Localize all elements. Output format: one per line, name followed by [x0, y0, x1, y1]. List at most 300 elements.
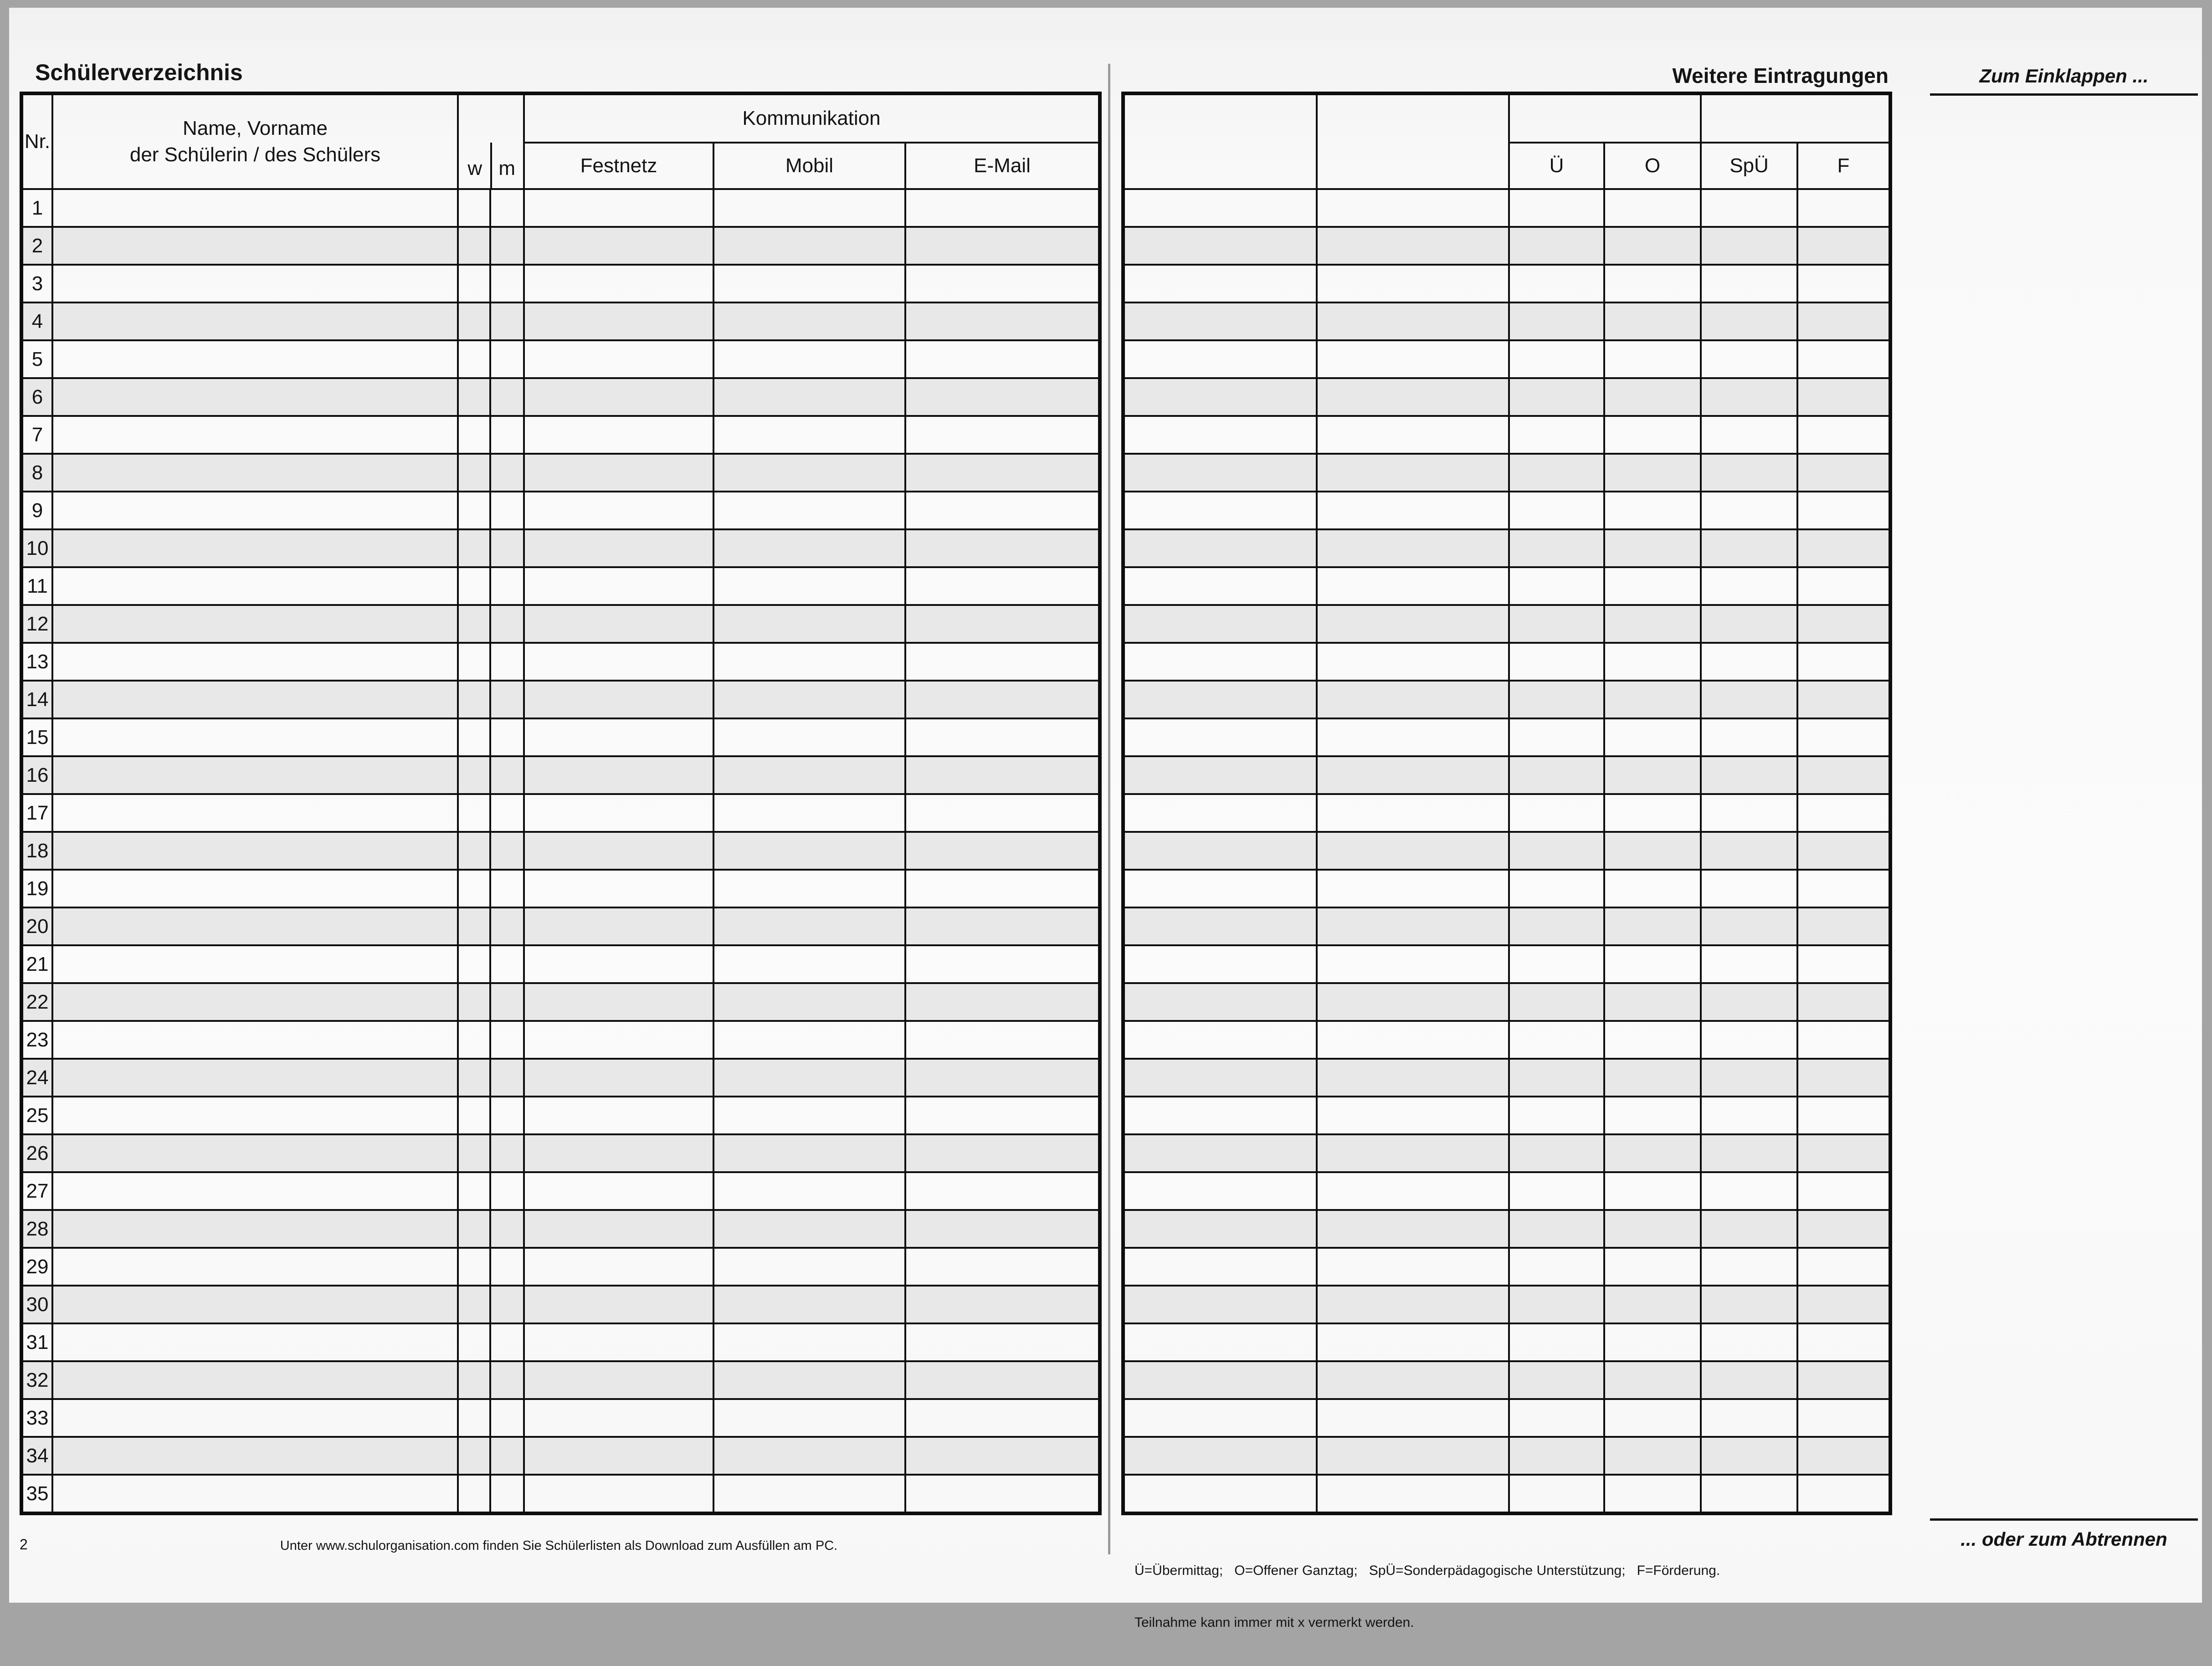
email-cell — [905, 832, 1100, 870]
w-cell — [458, 1248, 490, 1286]
name-cell — [52, 302, 458, 340]
o-cell — [1604, 1021, 1701, 1059]
mobil-cell — [713, 983, 905, 1021]
email-cell — [905, 1248, 1100, 1286]
o-cell — [1604, 1248, 1701, 1286]
w-cell — [458, 567, 490, 605]
table-row — [21, 1172, 1100, 1210]
spu-cell — [1701, 416, 1797, 454]
w-cell — [458, 1021, 490, 1059]
o-cell — [1604, 567, 1701, 605]
name-cell — [52, 718, 458, 756]
table-row — [21, 1210, 1100, 1248]
table-row — [1123, 907, 1890, 945]
table-row — [1123, 870, 1890, 907]
w-cell — [458, 189, 490, 227]
table-row — [21, 1399, 1100, 1437]
mobil-cell — [713, 1172, 905, 1210]
mobil-cell — [713, 1059, 905, 1097]
table-row — [1123, 1172, 1890, 1210]
festnetz-cell — [524, 907, 713, 945]
gender-column-divider — [490, 143, 492, 188]
row-number-cell: 30 — [21, 1286, 52, 1323]
email-column-header: E-Mail — [905, 143, 1100, 189]
u-cell — [1509, 756, 1604, 794]
row-number-cell: 27 — [21, 1172, 52, 1210]
f-cell — [1797, 378, 1890, 416]
entry-cell-2 — [1317, 1172, 1509, 1210]
row-number-cell: 3 — [21, 265, 52, 302]
fold-top-line — [1930, 93, 2198, 96]
w-cell — [458, 492, 490, 529]
table-row — [1123, 605, 1890, 643]
entry-cell-2 — [1317, 681, 1509, 718]
name-cell — [52, 681, 458, 718]
w-cell — [458, 643, 490, 681]
spu-cell — [1701, 378, 1797, 416]
o-cell — [1604, 1059, 1701, 1097]
email-cell — [905, 794, 1100, 832]
table-row — [1123, 681, 1890, 718]
name-cell — [52, 1286, 458, 1323]
row-number-cell: 32 — [21, 1361, 52, 1399]
entry-cell-2 — [1317, 1399, 1509, 1437]
m-cell — [490, 681, 524, 718]
festnetz-cell — [524, 1248, 713, 1286]
o-cell — [1604, 1172, 1701, 1210]
email-cell — [905, 378, 1100, 416]
entry-cell-2 — [1317, 643, 1509, 681]
table-row — [21, 454, 1100, 492]
festnetz-cell — [524, 1286, 713, 1323]
w-cell — [458, 605, 490, 643]
email-cell — [905, 945, 1100, 983]
table-row — [21, 643, 1100, 681]
email-cell — [905, 1059, 1100, 1097]
u-cell — [1509, 1210, 1604, 1248]
email-cell — [905, 265, 1100, 302]
entry-cell-1 — [1123, 1399, 1317, 1437]
row-number-cell: 6 — [21, 378, 52, 416]
table-row — [1123, 302, 1890, 340]
m-cell — [490, 1475, 524, 1513]
o-cell — [1604, 907, 1701, 945]
spu-cell — [1701, 567, 1797, 605]
u-cell — [1509, 983, 1604, 1021]
entry-cell-1 — [1123, 643, 1317, 681]
spu-cell — [1701, 189, 1797, 227]
o-cell — [1604, 832, 1701, 870]
entry-cell-1 — [1123, 567, 1317, 605]
w-cell — [458, 870, 490, 907]
row-number-cell: 9 — [21, 492, 52, 529]
legend-text — [1134, 1528, 1720, 1666]
table-row — [1123, 189, 1890, 227]
table-row — [1123, 1399, 1890, 1437]
spu-cell — [1701, 1475, 1797, 1513]
u-cell — [1509, 681, 1604, 718]
table-row — [21, 681, 1100, 718]
spu-cell — [1701, 340, 1797, 378]
name-cell — [52, 1361, 458, 1399]
o-cell — [1604, 643, 1701, 681]
o-cell — [1604, 870, 1701, 907]
entry-cell-1 — [1123, 983, 1317, 1021]
mobil-cell — [713, 1475, 905, 1513]
f-cell — [1797, 1248, 1890, 1286]
table-row — [1123, 643, 1890, 681]
m-cell — [490, 302, 524, 340]
name-cell — [52, 1021, 458, 1059]
table-row — [21, 1323, 1100, 1361]
table-row — [1123, 1021, 1890, 1059]
spu-cell — [1701, 1210, 1797, 1248]
o-cell — [1604, 1134, 1701, 1172]
kommunikation-group-header: Kommunikation — [524, 93, 1100, 143]
entry-cell-1 — [1123, 945, 1317, 983]
name-cell — [52, 1475, 458, 1513]
o-cell — [1604, 1437, 1701, 1475]
name-cell — [52, 492, 458, 529]
row-number-cell: 1 — [21, 189, 52, 227]
email-cell — [905, 643, 1100, 681]
u-cell — [1509, 643, 1604, 681]
festnetz-column-header: Festnetz — [524, 143, 713, 189]
f-cell — [1797, 1097, 1890, 1134]
spu-cell — [1701, 302, 1797, 340]
festnetz-cell — [524, 718, 713, 756]
festnetz-cell — [524, 1172, 713, 1210]
table-row — [1123, 454, 1890, 492]
w-cell — [458, 1210, 490, 1248]
festnetz-cell — [524, 1399, 713, 1437]
f-cell — [1797, 1437, 1890, 1475]
f-cell — [1797, 605, 1890, 643]
u-cell — [1509, 416, 1604, 454]
festnetz-cell — [524, 378, 713, 416]
m-cell — [490, 756, 524, 794]
mobil-cell — [713, 492, 905, 529]
row-number-cell: 23 — [21, 1021, 52, 1059]
festnetz-cell — [524, 832, 713, 870]
entry-column-2-header — [1317, 93, 1509, 189]
entry-column-1-header — [1123, 93, 1317, 189]
entry-cell-1 — [1123, 529, 1317, 567]
entry-cell-1 — [1123, 1475, 1317, 1513]
row-number-cell: 20 — [21, 907, 52, 945]
w-cell — [458, 1323, 490, 1361]
page-title: Schülerverzeichnis — [35, 60, 243, 85]
name-cell — [52, 1097, 458, 1134]
name-cell — [52, 1399, 458, 1437]
spu-cell — [1701, 227, 1797, 265]
festnetz-cell — [524, 1021, 713, 1059]
spu-cell — [1701, 1286, 1797, 1323]
spu-cell — [1701, 1134, 1797, 1172]
w-cell — [458, 1399, 490, 1437]
w-cell — [458, 681, 490, 718]
festnetz-cell — [524, 1134, 713, 1172]
m-cell — [490, 983, 524, 1021]
m-cell — [490, 605, 524, 643]
w-cell — [458, 1286, 490, 1323]
row-number-cell: 22 — [21, 983, 52, 1021]
entry-cell-1 — [1123, 605, 1317, 643]
entry-cell-1 — [1123, 265, 1317, 302]
name-header-line2: der Schülerin / des Schülers — [129, 144, 381, 166]
u-cell — [1509, 189, 1604, 227]
email-cell — [905, 605, 1100, 643]
entry-cell-2 — [1317, 302, 1509, 340]
name-cell — [52, 605, 458, 643]
footer-note: Unter www.schulorganisation.com finden Sie Schülerlisten als Download zum Ausfüllen am PC. — [280, 1538, 838, 1553]
u-cell — [1509, 870, 1604, 907]
entry-cell-2 — [1317, 416, 1509, 454]
f-cell — [1797, 340, 1890, 378]
festnetz-cell — [524, 529, 713, 567]
m-cell — [490, 340, 524, 378]
table-row — [1123, 1437, 1890, 1475]
w-cell — [458, 756, 490, 794]
f-cell — [1797, 1134, 1890, 1172]
uo-group-header — [1509, 93, 1701, 143]
entry-cell-2 — [1317, 1059, 1509, 1097]
mobil-cell — [713, 302, 905, 340]
email-cell — [905, 756, 1100, 794]
o-cell — [1604, 1286, 1701, 1323]
spu-cell — [1701, 718, 1797, 756]
m-cell — [490, 1437, 524, 1475]
festnetz-cell — [524, 1323, 713, 1361]
table-row — [21, 907, 1100, 945]
mobil-cell — [713, 643, 905, 681]
entry-cell-2 — [1317, 1021, 1509, 1059]
o-cell — [1604, 189, 1701, 227]
f-cell — [1797, 529, 1890, 567]
email-cell — [905, 1399, 1100, 1437]
email-cell — [905, 1475, 1100, 1513]
name-cell — [52, 756, 458, 794]
mobil-cell — [713, 340, 905, 378]
festnetz-cell — [524, 643, 713, 681]
o-cell — [1604, 265, 1701, 302]
f-cell — [1797, 1399, 1890, 1437]
email-cell — [905, 1323, 1100, 1361]
u-cell — [1509, 1361, 1604, 1399]
row-number-cell: 2 — [21, 227, 52, 265]
o-cell — [1604, 1210, 1701, 1248]
f-cell — [1797, 302, 1890, 340]
f-cell — [1797, 983, 1890, 1021]
u-cell — [1509, 1286, 1604, 1323]
fold-top-label: Zum Einklappen ... — [1979, 65, 2149, 87]
male-column-header: m — [498, 157, 516, 179]
festnetz-cell — [524, 1475, 713, 1513]
o-cell — [1604, 1399, 1701, 1437]
spu-cell — [1701, 1437, 1797, 1475]
u-cell — [1509, 1134, 1604, 1172]
row-number-cell: 5 — [21, 340, 52, 378]
entry-cell-2 — [1317, 189, 1509, 227]
table-row — [1123, 1475, 1890, 1513]
spu-cell — [1701, 1097, 1797, 1134]
row-number-cell: 33 — [21, 1399, 52, 1437]
entry-cell-2 — [1317, 1134, 1509, 1172]
female-column-header: w — [467, 157, 482, 179]
spu-cell — [1701, 1361, 1797, 1399]
name-cell — [52, 529, 458, 567]
row-number-cell: 4 — [21, 302, 52, 340]
festnetz-cell — [524, 983, 713, 1021]
m-cell — [490, 1248, 524, 1286]
entry-cell-1 — [1123, 378, 1317, 416]
weitere-eintragungen-table — [1121, 92, 1892, 1515]
w-cell — [458, 378, 490, 416]
table-row — [21, 378, 1100, 416]
name-cell — [52, 1059, 458, 1097]
email-cell — [905, 1286, 1100, 1323]
spu-cell — [1701, 529, 1797, 567]
spu-cell — [1701, 1323, 1797, 1361]
table-row — [21, 529, 1100, 567]
email-cell — [905, 1172, 1100, 1210]
entry-cell-2 — [1317, 1248, 1509, 1286]
page-number: 2 — [20, 1536, 28, 1553]
m-cell — [490, 416, 524, 454]
mobil-cell — [713, 1323, 905, 1361]
name-cell — [52, 227, 458, 265]
o-cell — [1604, 529, 1701, 567]
name-cell — [52, 945, 458, 983]
mobil-cell — [713, 605, 905, 643]
entry-cell-2 — [1317, 1097, 1509, 1134]
u-cell — [1509, 454, 1604, 492]
email-cell — [905, 718, 1100, 756]
o-cell — [1604, 1361, 1701, 1399]
u-cell — [1509, 227, 1604, 265]
f-cell — [1797, 1286, 1890, 1323]
email-cell — [905, 454, 1100, 492]
f-cell — [1797, 416, 1890, 454]
spu-cell — [1701, 1021, 1797, 1059]
mobil-cell — [713, 718, 905, 756]
u-cell — [1509, 605, 1604, 643]
mobil-cell — [713, 189, 905, 227]
table-row — [21, 718, 1100, 756]
o-cell — [1604, 378, 1701, 416]
mobil-cell — [713, 1097, 905, 1134]
festnetz-cell — [524, 567, 713, 605]
spu-cell — [1701, 832, 1797, 870]
entry-cell-2 — [1317, 454, 1509, 492]
spu-cell — [1701, 983, 1797, 1021]
m-cell — [490, 718, 524, 756]
table-row — [1123, 265, 1890, 302]
name-cell — [52, 454, 458, 492]
m-cell — [490, 907, 524, 945]
w-cell — [458, 227, 490, 265]
o-cell — [1604, 454, 1701, 492]
entry-cell-1 — [1123, 227, 1317, 265]
table-row — [21, 870, 1100, 907]
f-cell — [1797, 189, 1890, 227]
student-directory-table — [20, 92, 1102, 1515]
table-row — [21, 1021, 1100, 1059]
entry-cell-1 — [1123, 1361, 1317, 1399]
festnetz-cell — [524, 681, 713, 718]
spu-cell — [1701, 1172, 1797, 1210]
festnetz-cell — [524, 1210, 713, 1248]
m-cell — [490, 567, 524, 605]
mobil-cell — [713, 529, 905, 567]
m-cell — [490, 870, 524, 907]
entry-cell-2 — [1317, 983, 1509, 1021]
email-cell — [905, 1361, 1100, 1399]
row-number-cell: 14 — [21, 681, 52, 718]
m-cell — [490, 1172, 524, 1210]
table-row — [21, 605, 1100, 643]
email-cell — [905, 416, 1100, 454]
w-cell — [458, 1437, 490, 1475]
table-row — [1123, 416, 1890, 454]
o-cell — [1604, 1323, 1701, 1361]
f-cell — [1797, 1021, 1890, 1059]
w-cell — [458, 945, 490, 983]
u-cell — [1509, 1248, 1604, 1286]
entry-cell-1 — [1123, 832, 1317, 870]
entry-cell-2 — [1317, 718, 1509, 756]
f-cell — [1797, 756, 1890, 794]
entry-cell-1 — [1123, 302, 1317, 340]
spu-cell — [1701, 492, 1797, 529]
o-cell — [1604, 794, 1701, 832]
m-cell — [490, 1399, 524, 1437]
u-cell — [1509, 1323, 1604, 1361]
u-cell — [1509, 1437, 1604, 1475]
m-cell — [490, 378, 524, 416]
entry-cell-2 — [1317, 1286, 1509, 1323]
row-number-cell: 31 — [21, 1323, 52, 1361]
table-row — [1123, 1210, 1890, 1248]
mobil-cell — [713, 794, 905, 832]
name-cell — [52, 907, 458, 945]
table-row — [1123, 567, 1890, 605]
entry-cell-1 — [1123, 416, 1317, 454]
entry-cell-1 — [1123, 1059, 1317, 1097]
spu-cell — [1701, 870, 1797, 907]
row-number-cell: 7 — [21, 416, 52, 454]
mobil-cell — [713, 832, 905, 870]
f-cell — [1797, 907, 1890, 945]
m-cell — [490, 492, 524, 529]
m-cell — [490, 189, 524, 227]
table-row — [21, 1248, 1100, 1286]
table-row — [21, 227, 1100, 265]
spu-cell — [1701, 605, 1797, 643]
mobil-cell — [713, 1248, 905, 1286]
festnetz-cell — [524, 340, 713, 378]
f-cell — [1797, 1059, 1890, 1097]
w-cell — [458, 832, 490, 870]
entry-cell-2 — [1317, 265, 1509, 302]
entry-cell-1 — [1123, 1210, 1317, 1248]
row-number-cell: 35 — [21, 1475, 52, 1513]
u-cell — [1509, 1172, 1604, 1210]
email-cell — [905, 870, 1100, 907]
w-cell — [458, 302, 490, 340]
entry-cell-1 — [1123, 1286, 1317, 1323]
entry-cell-1 — [1123, 1097, 1317, 1134]
